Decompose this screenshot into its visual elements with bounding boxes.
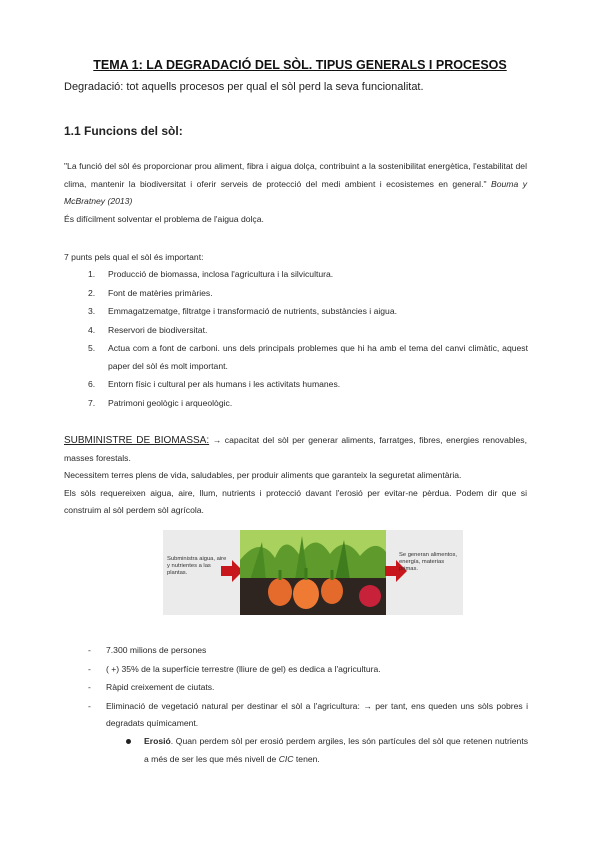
page-title: TEMA 1: LA DEGRADACIÓ DEL SÒL. TIPUS GENERALS I PROCESOS — [93, 58, 507, 72]
list-item: 1. Producció de biomassa, inclosa l'agricultura i la silvicultura. — [88, 269, 334, 279]
quote-text: "La funció del sòl és proporcionar prou aliment, fibra i aigua dolça, contribuint a la sostenibilitat energètica, l'estabilitat del clima, mantenir la biodiversitat i oferir serveis de protecció del medi ambient i ecosistemes en general." — [64, 161, 527, 189]
biomass-para2: Necessitem terres plens de vida, saludables, per produir aliments que garanteix la seguretat alimentària. — [64, 470, 462, 480]
list-item: 3. Emmagatzematge, filtratge i transformació de nutrients, substàncies i aigua. — [88, 306, 397, 316]
list-item: - 7.300 milions de persones — [88, 645, 207, 655]
functions-list — [88, 266, 528, 413]
points-intro: 7 punts pels qual el sòl és important: — [64, 252, 204, 262]
list-item: 6. Entorn físic i cultural per als humans i les activitats humanes. — [88, 379, 341, 389]
figure-right-caption: Se generan alimentos, energía, materias primas. — [399, 552, 458, 572]
section-heading: 1.1 Funcions del sòl: — [64, 124, 183, 138]
water-note: És difícilment solventar el problema de l'aigua dolça. — [64, 214, 264, 224]
facts-list — [88, 642, 528, 734]
biomass-text: → capacitat del sòl per generar aliments, farratges, fibres, energies renovables, masses forestals. — [64, 435, 527, 463]
list-item: Erosió. Quan perdem sòl per erosió perdem argiles, les són partícules del sòl que retenen nutrients a més de ser les que més nivell de CIC tenen. — [126, 733, 528, 768]
list-item: 5. Actua com a font de carboni. uns dels principals problemes que hi ha amb el tema del canvi climàtic, aquest paper del sòl és molt important. — [88, 343, 528, 371]
soil-figure — [163, 530, 463, 615]
figure-left-caption: Subministra aigua, aire y nutrientes a las plantas. — [167, 556, 227, 576]
vegetables-photo — [240, 530, 386, 615]
quote-source: Bouma y McBratney (2013) — [64, 178, 527, 206]
intro-definition: Degradació: tot aquells procesos per qual el sòl perd la seva funcionalitat. — [64, 81, 424, 93]
biomass-heading: SUBMINISTRE DE BIOMASSA: — [64, 435, 210, 446]
biomass-paragraph — [64, 432, 527, 520]
list-item: 2. Font de matèries primàries. — [88, 287, 213, 298]
list-item: - ( +) 35% de la superfície terrestre (lliure de gel) es dedica a l'agricultura. — [88, 663, 381, 674]
list-item: - Ràpid creixement de ciutats. — [88, 682, 215, 692]
erosion-term: Erosió — [144, 736, 171, 746]
bullet-icon — [126, 739, 131, 744]
list-item: - Eliminació de vegetació natural per destinar el sòl a l'agricultura: → per tant, ens queden uns sòls pobres i degradats químicament. — [88, 700, 528, 728]
list-item: 7. Patrimoni geològic i arqueològic. — [88, 397, 233, 408]
quote-paragraph — [64, 158, 527, 211]
list-item: 4. Reservori de biodiversitat. — [88, 324, 208, 335]
biomass-para3: Els sòls requereixen aigua, aire, llum, nutrients i protecció davant l'erosió per evitar-ne pèrdua. Podem dir que si construim al sòl perdem sòl agrícola. — [64, 487, 527, 515]
erosion-list — [126, 733, 528, 768]
cic-term: CIC — [278, 753, 294, 764]
